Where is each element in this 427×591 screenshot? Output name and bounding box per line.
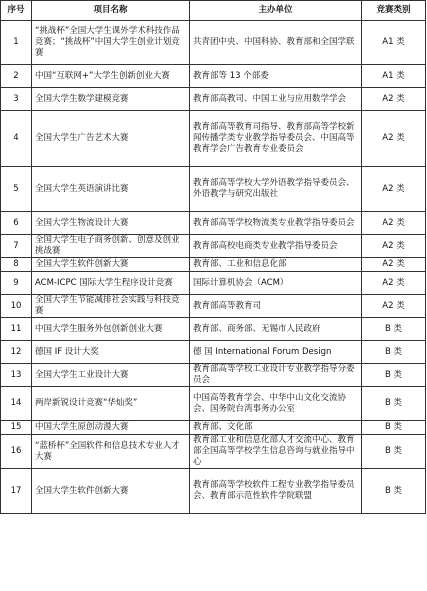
table-row	[1, 111, 426, 167]
table-row	[1, 295, 426, 318]
category-cell: A2 类	[362, 295, 426, 318]
row-number: 7	[1, 235, 32, 258]
category-cell: A2 类	[362, 235, 426, 258]
row-number: 16	[1, 435, 32, 469]
row-number: 5	[1, 167, 32, 212]
organizer-cell: 教育部等 13 个部委	[190, 65, 362, 88]
organizer-cell: 教育部高等学校工业设计专业教学指导分委员会	[190, 364, 362, 387]
organizer-cell: 教育部高等教育司指导、教育部高等学校新闻传播学类专业教学指导委员会、中国高等教育学会广告教育专业委员会	[190, 111, 362, 167]
competition-name: 中国大学生服务外包创新创业大赛	[32, 318, 190, 341]
category-cell: A2 类	[362, 88, 426, 111]
table-row	[1, 212, 426, 235]
table-row	[1, 364, 426, 387]
category-cell: A1 类	[362, 65, 426, 88]
row-number: 3	[1, 88, 32, 111]
organizer-cell: 教育部、工业和信息化部	[190, 258, 362, 272]
row-number: 4	[1, 111, 32, 167]
organizer-cell: 教育部高等教育司	[190, 295, 362, 318]
organizer-cell: 教育部工业和信息化部人才交流中心、教育部全国高等学校学生信息咨询与就业指导中心	[190, 435, 362, 469]
table-row	[1, 65, 426, 88]
organizer-cell: 教育部高等学校软件工程专业教学指导委员会、教育部示范性软件学院联盟	[190, 469, 362, 514]
organizer-cell: 德 国 International Forum Design	[190, 341, 362, 364]
table-row	[1, 387, 426, 421]
competition-name: “挑战杯”全国大学生课外学术科技作品竞赛；“挑战杯”中国大学生创业计划竞赛	[32, 21, 190, 65]
competition-name: ACM-ICPC 国际大学生程序设计竞赛	[32, 272, 190, 295]
table-row	[1, 272, 426, 295]
row-number: 11	[1, 318, 32, 341]
competition-name: 全国大学生英语演讲比赛	[32, 167, 190, 212]
table-row	[1, 435, 426, 469]
competition-name: 全国大学生广告艺术大赛	[32, 111, 190, 167]
competition-name: 中国大学生原创动漫大赛	[32, 421, 190, 435]
competition-name: 全国大学生数学建模竞赛	[32, 88, 190, 111]
competition-name: 全国大学生工业设计大赛	[32, 364, 190, 387]
category-cell: A2 类	[362, 111, 426, 167]
organizer-cell: 国际计算机协会（ACM）	[190, 272, 362, 295]
table-row	[1, 258, 426, 272]
category-cell: B 类	[362, 435, 426, 469]
table-row	[1, 469, 426, 514]
row-number: 9	[1, 272, 32, 295]
organizer-cell: 共青团中央、中国科协、教育部和全国学联	[190, 21, 362, 65]
competition-name: “蓝桥杯”全国软件和信息技术专业人才大赛	[32, 435, 190, 469]
competition-name: 两岸新锐设计竞赛“华灿奖”	[32, 387, 190, 421]
category-cell: A1 类	[362, 21, 426, 65]
organizer-cell: 中国高等教育学会、中华中山文化交流协会、国务院台湾事务办公室	[190, 387, 362, 421]
row-number: 10	[1, 295, 32, 318]
competition-name: 全国大学生软件创新大赛	[32, 258, 190, 272]
row-number: 12	[1, 341, 32, 364]
category-cell: B 类	[362, 387, 426, 421]
row-number: 17	[1, 469, 32, 514]
category-cell: A2 类	[362, 167, 426, 212]
row-number: 14	[1, 387, 32, 421]
table-body	[1, 21, 426, 514]
table-row	[1, 318, 426, 341]
table-row	[1, 167, 426, 212]
header-organizer: 主办单位	[190, 1, 362, 21]
row-number: 15	[1, 421, 32, 435]
table-header-row	[1, 1, 426, 21]
category-cell: B 类	[362, 318, 426, 341]
organizer-cell: 教育部、商务部、无锡市人民政府	[190, 318, 362, 341]
table-row	[1, 88, 426, 111]
organizer-cell: 教育部高等学校大学外语教学指导委员会、外语教学与研究出版社	[190, 167, 362, 212]
header-category: 竞赛类别	[362, 1, 426, 21]
row-number: 2	[1, 65, 32, 88]
competition-name: 德国 IF 设计大奖	[32, 341, 190, 364]
table-row	[1, 21, 426, 65]
table-row	[1, 341, 426, 364]
category-cell: A2 类	[362, 272, 426, 295]
competition-name: 全国大学生物流设计大赛	[32, 212, 190, 235]
header-name: 项目名称	[32, 1, 190, 21]
organizer-cell: 教育部高校电商类专业教学指导委员会	[190, 235, 362, 258]
organizer-cell: 教育部高等学校物流类专业教学指导委员会	[190, 212, 362, 235]
category-cell: B 类	[362, 469, 426, 514]
organizer-cell: 教育部、文化部	[190, 421, 362, 435]
row-number: 6	[1, 212, 32, 235]
table-row	[1, 421, 426, 435]
category-cell: B 类	[362, 341, 426, 364]
organizer-cell: 教育部高教司、中国工业与应用数学学会	[190, 88, 362, 111]
category-cell: A2 类	[362, 258, 426, 272]
competition-name: 全国大学生电子商务创新、创意及创业挑战赛	[32, 235, 190, 258]
competition-name: 中国“互联网+”大学生创新创业大赛	[32, 65, 190, 88]
category-cell: A2 类	[362, 212, 426, 235]
row-number: 13	[1, 364, 32, 387]
category-cell: B 类	[362, 364, 426, 387]
row-number: 1	[1, 21, 32, 65]
competition-name: 全国大学生节能减排社会实践与科技竞赛	[32, 295, 190, 318]
category-cell: B 类	[362, 421, 426, 435]
table-row	[1, 235, 426, 258]
row-number: 8	[1, 258, 32, 272]
competition-name: 全国大学生软件创新大赛	[32, 469, 190, 514]
header-no: 序号	[1, 1, 32, 21]
